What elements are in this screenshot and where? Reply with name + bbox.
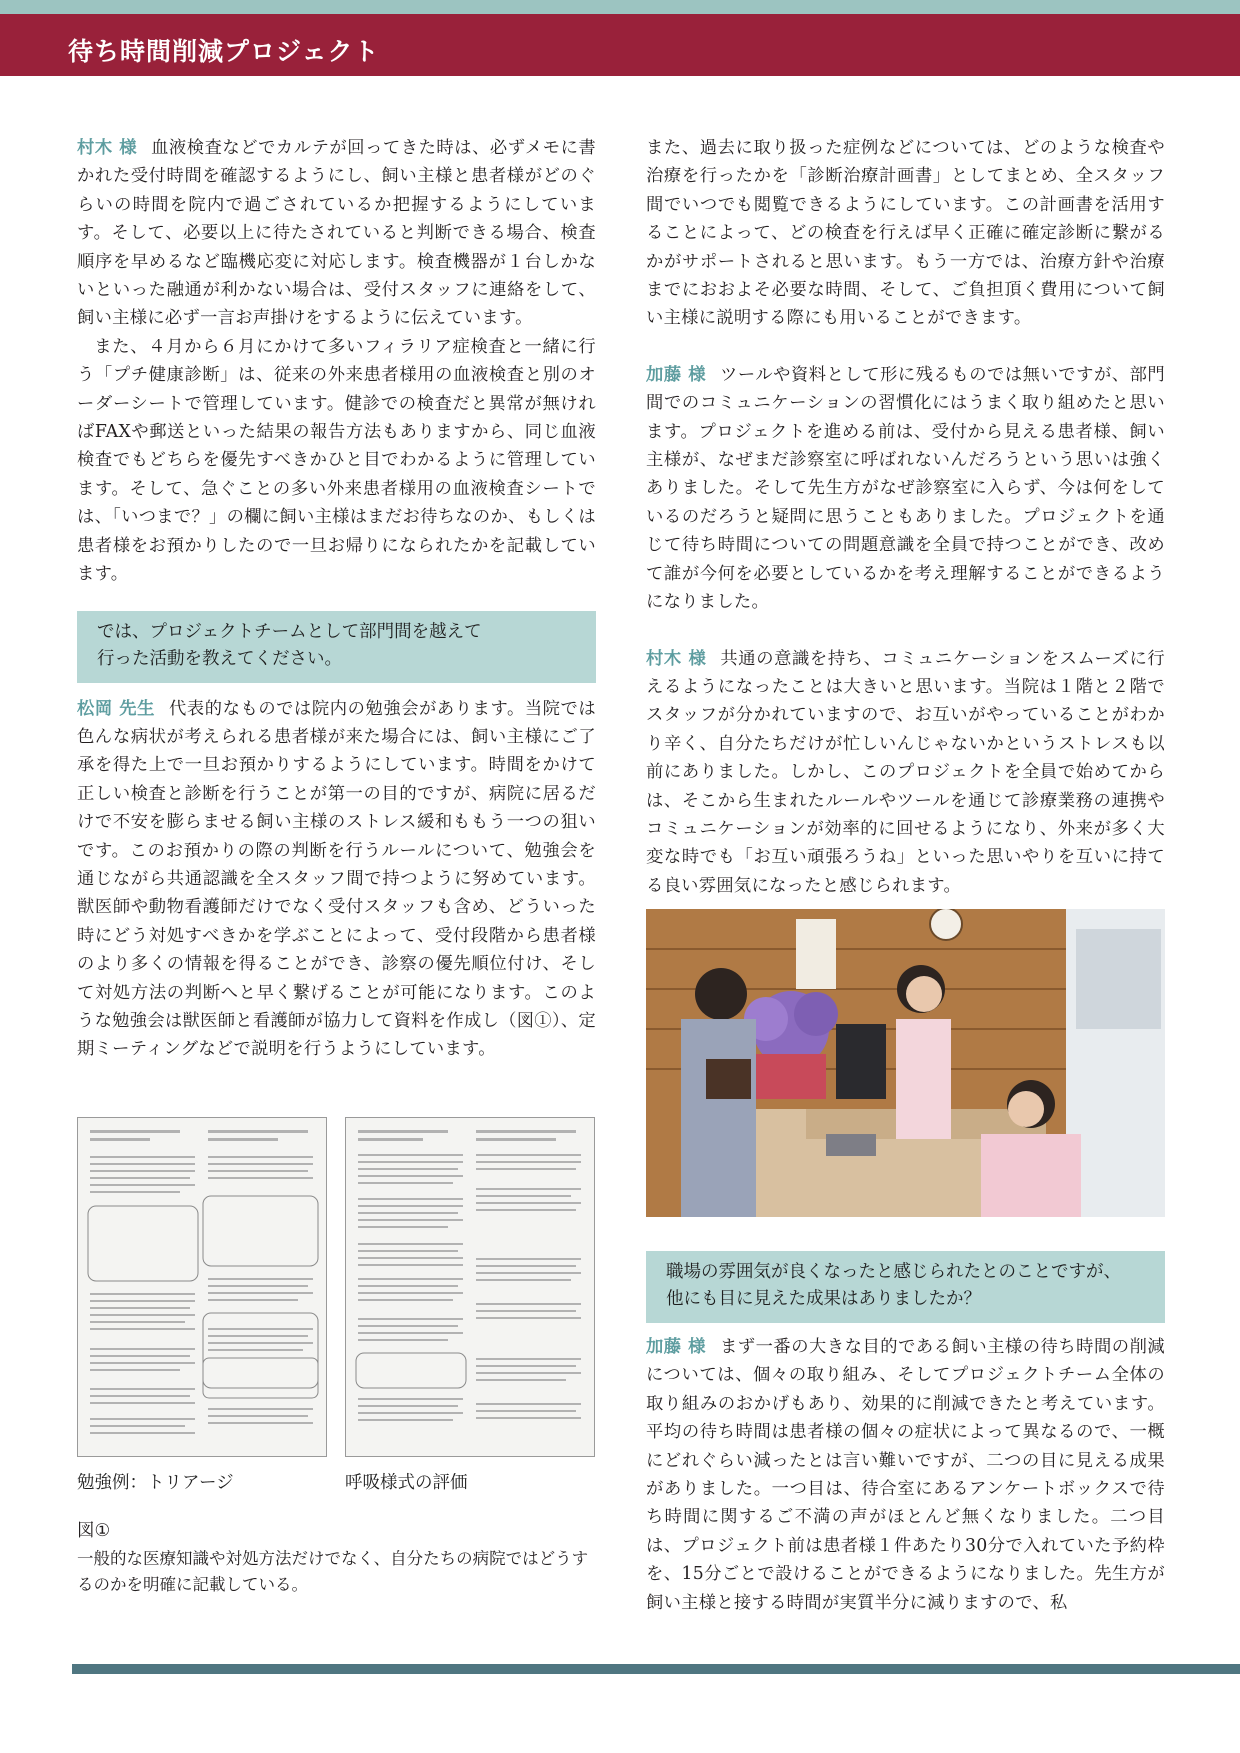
page-title: 待ち時間削減プロジェクト <box>68 37 380 66</box>
paragraph-text: 共通の意識を持ち、コミュニケーションをスムーズに行えるようになったことは大きいと思います。当院は１階と２階でスタッフが分かれていますので、お互いがやっていることがわかり辛く、自分たちだけが忙しいんじゃないかというストレスも以前にありました。しかし、このプロジェクトを全員で始めてからは、そこから生まれたルールやツールを通じて診療業務の連携やコミュニケーションが効率的に回せるようになり、外来が多く大変な時でも「お互い頑張ろうね」といった思いやりを互いに持てる良い雰囲気になったと感じられます。 <box>646 648 1165 896</box>
paragraph-text: また、４月から６月にかけて多いフィラリア症検査と一緒に行う「プチ健康診断」は、従来の外来患者様用の血液検査と別のオーダーシートで管理しています。健診での検査だと異常が無ければFAXや郵送といった結果の報告方法もありますから、同じ血液検査でもどちらを優先すべきかひと目でわかるように管理しています。そして、急ぐことの多い外来患者様用の血液検査シートでは、「いつまで？」の欄に飼い主様はまだお待ちなのか、もしくは患者様をお預かりしたので一旦お帰りになられたかを記載しています。 <box>77 336 596 585</box>
figure-thumbnail-triage <box>77 1117 327 1457</box>
figure-thumbnail-respiration <box>345 1117 595 1457</box>
top-accent-strip <box>0 0 1240 14</box>
question-line: 職場の雰囲気が良くなったと感じられたとのことですが、 <box>666 1262 1121 1282</box>
paragraph-text: まず一番の大きな目的である飼い主様の待ち時間の削減については、個々の取り組み、そしてプロジェクトチーム全体の取り組みのおかげもあり、効果的に削減できたと考えています。平均の待ち時間は患者様の個々の症状によって異なるので、一概にどれぐらい減ったとは言い難いですが、二つの目に見える成果がありました。一つ目は、待合室にあるアンケートボックスで待ち時間に関するご不満の声がほとんど無くなりました。二つ目は、プロジェクト前は患者様１件あたり30分で入れていた予約枠を、15分ごとで設けることができるようになりました。先生方が飼い主様と接する時間が実質半分に減りますので、私 <box>646 1337 1165 1613</box>
left-column <box>77 134 596 1064</box>
figure-caption: 勉強例：トリアージ <box>77 1473 234 1493</box>
question-box <box>77 611 596 683</box>
bottom-accent-bar <box>72 1664 1240 1674</box>
reception-photo <box>646 909 1165 1217</box>
figure-number: 図① <box>77 1521 111 1541</box>
paragraph-text: 代表的なものでは院内の勉強会があります。当院では色んな病状が考えられる患者様が来た場合には、飼い主様にご了承を得た上で一旦お預かりするようにしています。時間をかけて正しい検査と診断を行うことが第一の目的ですが、病院に居るだけで不安を膨らませる飼い主様のストレス緩和ももう一つの狙いです。このお預かりの際の判断を行うルールについて、勉強会を通じながら共通認識を全スタッフ間で持つように努めています。獣医師や動物看護師だけでなく受付スタッフも含め、どういった時にどう対処すべきかを学ぶことによって、受付段階から患者様のより多くの情報を得ることができ、診察の優先順位付け、そして対処方法の判断へと早く繋げることが可能になります。このような勉強会は獣医師と看護師が協力して資料を作成し（図①）、定期ミーティングなどで説明を行うようにしています。 <box>77 698 596 1060</box>
document-page-image <box>346 1118 594 1456</box>
question-line: では、プロジェクトチームとして部門間を越えて <box>97 621 482 642</box>
paragraph-text: ツールや資料として形に残るものでは無いですが、部門間でのコミュニケーションの習慣化にはうまく取り組めたと思います。プロジェクトを進める前は、受付から見える患者様、飼い主様が、なぜまだ診察室に呼ばれないんだろうという思いは強くありました。そして先生方がなぜ診察室に入らず、今は何をしているのだろうと疑問に思うこともありました。プロジェクトを通じて待ち時間についての問題意識を全員で持つことができ、改めて誰が今何を必要としているかを考え理解することができるようになりました。 <box>646 364 1166 613</box>
document-page-image <box>78 1118 326 1456</box>
question-box <box>646 1251 1165 1323</box>
speaker-name: 村木 様 <box>77 138 138 158</box>
question-line: 他にも目に見えた成果はありましたか？ <box>666 1289 981 1309</box>
paragraph-text: また、過去に取り扱った症例などについては、どのような検査や治療を行ったかを「診断治療計画書」としてまとめ、全スタッフ間でいつでも閲覧できるようにしています。この計画書を活用することによって、どの検査を行えば早く正確に確定診断に繋がるかがサポートされると思います。もう一方では、治療方針や治療までにおおよそ必要な時間、そして、ご負担頂く費用について飼い主様に説明する際にも用いることができます。 <box>646 138 1165 329</box>
interview-paragraph <box>646 134 1165 333</box>
interview-paragraph <box>77 695 596 1064</box>
interview-paragraph <box>646 361 1165 617</box>
reception-photo-image <box>646 909 1165 1217</box>
speaker-name: 村木 様 <box>646 648 707 669</box>
interview-paragraph <box>77 134 596 333</box>
paragraph-text: 血液検査などでカルテが回ってきた時は、必ずメモに書かれた受付時間を確認するようにし、飼い主様と患者様がどのぐらいの時間を院内で過ごされているか把握するようにしています。そして、必要以上に待たされていると判断できる場合、検査順序を早めるなど臨機応変に対応します。検査機器が１台しかないといった融通が利かない場合は、受付スタッフに連絡をして、飼い主様に必ず一言お声掛けをするように伝えています。 <box>77 138 596 329</box>
page-header <box>0 14 1240 76</box>
interview-paragraph <box>77 333 596 589</box>
right-column <box>646 134 1165 900</box>
figure-caption: 呼吸様式の評価 <box>345 1473 468 1493</box>
speaker-name: 松岡 先生 <box>77 698 156 719</box>
speaker-name: 加藤 様 <box>646 1337 706 1357</box>
interview-paragraph <box>646 1333 1165 1617</box>
right-column-lower <box>646 1251 1165 1617</box>
interview-paragraph <box>646 645 1165 901</box>
speaker-name: 加藤 様 <box>646 364 707 385</box>
question-line: 行った活動を教えてください。 <box>97 648 342 669</box>
figure-description: 一般的な医療知識や対処方法だけでなく、自分たちの病院ではどうするのかを明確に記載している。 <box>77 1549 589 1594</box>
